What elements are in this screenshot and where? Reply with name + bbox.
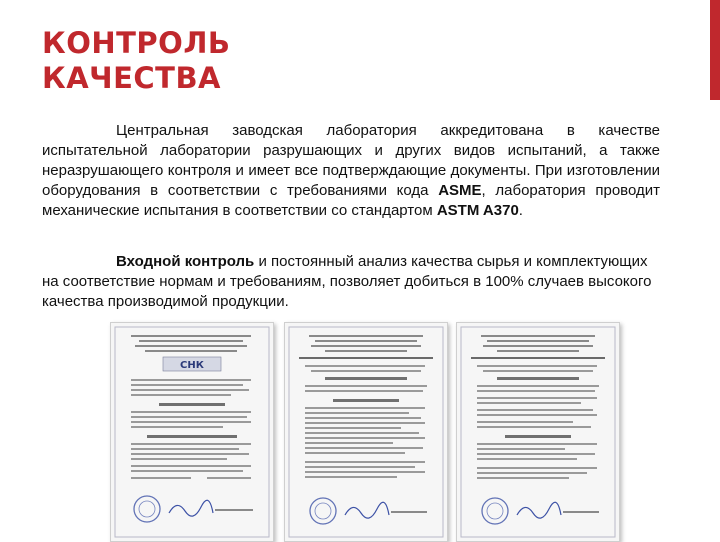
p2-bold: Входной контроль (116, 253, 255, 270)
p1-bold-astm: ASTM A370 (436, 202, 519, 219)
accreditation-paragraph (42, 121, 660, 221)
p1-text-a: Центральная заводская лаборатория аккредитована в качестве испытательной лаборатории разрушающих и других видов испытаний, а также неразрушающего контроля и имеет все подтверждающие документы. При изготовлении оборудования в соответствии с требованиями кода (42, 122, 660, 199)
accent-bar (710, 0, 720, 100)
certificate-image-1 (110, 322, 274, 542)
page-title (42, 26, 231, 96)
certificate-image-2 (284, 322, 448, 542)
title-line-2: КАЧЕСТВА (42, 61, 222, 95)
p1-bold-asme: ASME (438, 182, 482, 199)
cert-logo-text: СНК (180, 360, 204, 371)
p2-text: и постоянный анализ качества сырья и комплектующих на соответствие нормам и требованиям, позволяет добиться в 100% случаев высокого качества производимой продукции. (42, 253, 652, 310)
title-line-1: КОНТРОЛЬ (42, 26, 231, 60)
p1-text-b: , лаборатория проводит механические испытания в соответствии со стандартом (42, 182, 660, 219)
incoming-control-paragraph (42, 252, 660, 312)
p1-text-c: . (518, 202, 523, 219)
certificate-image-3 (456, 322, 620, 542)
